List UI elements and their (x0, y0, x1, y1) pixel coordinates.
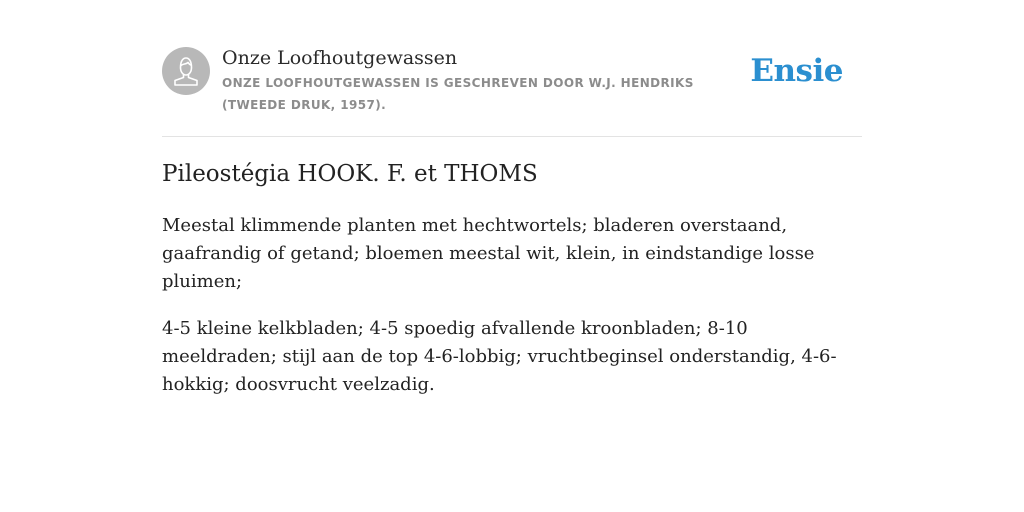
entry-body (162, 212, 862, 418)
entry-paragraph: Meestal klimmende planten met hechtwortels; bladeren overstaand, gaafrandig of getand; bloemen meestal wit, klein, in eindstandige losse pluimen; (162, 215, 815, 292)
source-description: ONZE LOOFHOUTGEWASSEN IS GESCHREVEN DOOR W.J. HENDRIKS (TWEEDE DRUK, 1957). (222, 76, 694, 112)
ensie-logo[interactable]: Ensie (750, 53, 843, 89)
entry-paragraph: 4-5 kleine kelkbladen; 4-5 spoedig afvallende kroonbladen; 8-10 meeldraden; stijl aan de top 4-6-lobbig; vruchtbeginsel onderstandig, 4-6-hokkig; doosvrucht veelzadig. (162, 318, 837, 395)
source-title[interactable]: Onze Loofhoutgewassen (222, 47, 458, 69)
source-header (162, 44, 862, 137)
entry-title: Pileostégia HOOK. F. et THOMS (162, 161, 538, 187)
avatar (162, 47, 210, 95)
user-icon (162, 47, 210, 95)
